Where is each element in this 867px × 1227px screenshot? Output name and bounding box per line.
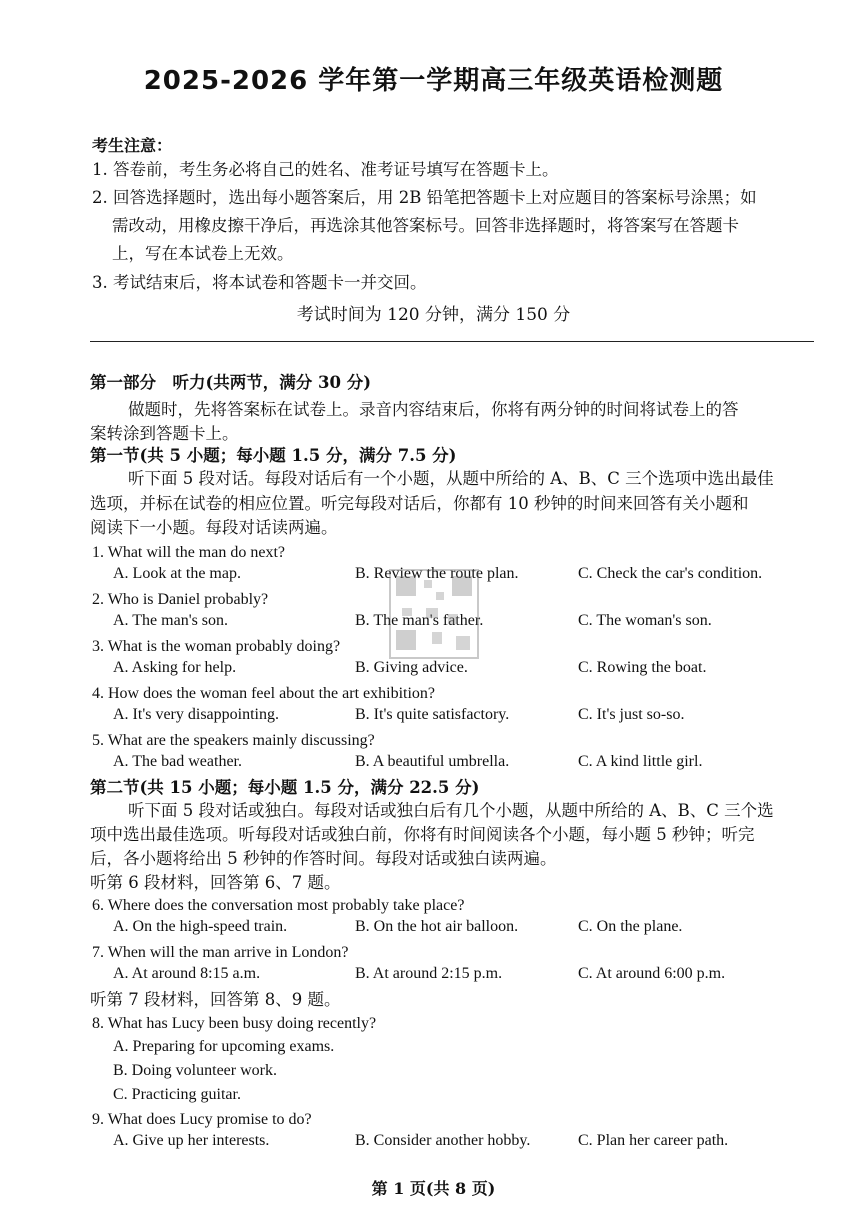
option-c: C. It's just so-so. (578, 706, 685, 723)
option-c: C. Rowing the boat. (578, 659, 707, 676)
option-b: B. Giving advice. (355, 659, 468, 676)
option-a: A. Preparing for upcoming exams. (113, 1038, 335, 1055)
option-c: C. At around 6:00 p.m. (578, 965, 726, 982)
divider (90, 341, 814, 342)
question-stem: 1. What will the man do next? (92, 544, 285, 561)
option-a: A. It's very disappointing. (113, 706, 279, 723)
notice-item-2: 2. 回答选择题时，选出每小题答案后，用 2B 铅笔把答题卡上对应题目的答案标号涂黑；如 (92, 188, 757, 207)
question-stem: 4. How does the woman feel about the art exhibition? (92, 685, 436, 702)
page-footer: 第 1 页(共 8 页) (371, 1179, 496, 1198)
section1-intro-cont2: 阅读下一小题。每段对话读两遍。 (90, 518, 338, 537)
exam-time: 考试时间为 120 分钟，满分 150 分 (296, 305, 571, 325)
option-b: B. At around 2:15 p.m. (355, 965, 503, 982)
notice-item-2-cont2: 上，写在本试卷上无效。 (112, 244, 294, 263)
question-stem: 6. Where does the conversation most probably take place? (92, 897, 465, 914)
part1-intro: 做题时，先将答案标在试卷上。录音内容结束后，你将有两分钟的时间将试卷上的答 (128, 400, 739, 419)
option-b: B. Consider another hobby. (355, 1132, 531, 1149)
question-stem: 8. What has Lucy been busy doing recently? (92, 1015, 377, 1032)
option-c: C. On the plane. (578, 918, 683, 935)
section1-intro: 听下面 5 段对话。每段对话后有一个小题，从题中所给的 A、B、C 三个选项中选出最佳 (128, 469, 774, 488)
notice-item-2-cont: 需改动，用橡皮擦干净后，再选涂其他答案标号。回答非选择题时，将答案写在答题卡 (112, 216, 739, 235)
section2-intro: 听下面 5 段对话或独白。每段对话或独白后有几个小题，从题中所给的 A、B、C 三个选 (128, 801, 774, 820)
option-a: A. At around 8:15 a.m. (113, 965, 261, 982)
option-a: A. The man's son. (113, 612, 229, 629)
option-b: B. Review the route plan. (355, 565, 519, 582)
option-b: B. It's quite satisfactory. (355, 706, 510, 723)
option-c: C. Plan her career path. (578, 1132, 729, 1149)
option-c: C. Practicing guitar. (113, 1086, 241, 1103)
option-a: A. Look at the map. (113, 565, 241, 582)
question-stem: 2. Who is Daniel probably? (92, 591, 269, 608)
section2-intro-cont: 项中选出最佳选项。听每段对话或独白前，你将有时间阅读各个小题，每小题 5 秒钟；听完 (90, 825, 755, 844)
notice-heading: 考生注意： (92, 136, 173, 155)
material-7-note: 听第 7 段材料，回答第 8、9 题。 (90, 990, 341, 1009)
option-c: C. The woman's son. (578, 612, 712, 629)
option-b: B. The man's father. (355, 612, 484, 629)
question-stem: 7. When will the man arrive in London? (92, 944, 349, 961)
section1-heading: 第一节(共 5 小题；每小题 1.5 分，满分 7.5 分) (90, 446, 457, 465)
option-c: C. Check the car's condition. (578, 565, 763, 582)
watermark-qr-icon (388, 568, 480, 668)
option-c: C. A kind little girl. (578, 753, 703, 770)
section1-intro-cont: 选项，并标在试卷的相应位置。听完每段对话后，你都有 10 秒钟的时间来回答有关小题和 (90, 494, 749, 513)
question-stem: 5. What are the speakers mainly discussing? (92, 732, 375, 749)
part1-heading: 第一部分 听力(共两节，满分 30 分) (90, 373, 372, 392)
option-a: A. The bad weather. (113, 753, 242, 770)
option-b: B. On the hot air balloon. (355, 918, 519, 935)
option-b: B. A beautiful umbrella. (355, 753, 510, 770)
notice-item-3: 3. 考试结束后，将本试卷和答题卡一并交回。 (92, 273, 427, 292)
option-a: A. Give up her interests. (113, 1132, 270, 1149)
option-b: B. Doing volunteer work. (113, 1062, 277, 1079)
section2-intro-cont2: 后，各小题将给出 5 秒钟的作答时间。每段对话或独白读两遍。 (90, 849, 557, 868)
question-stem: 3. What is the woman probably doing? (92, 638, 341, 655)
page-title: 2025-2026 学年第一学期高三年级英语检测题 (143, 66, 724, 96)
question-stem: 9. What does Lucy promise to do? (92, 1111, 312, 1128)
material-6-note: 听第 6 段材料，回答第 6、7 题。 (90, 873, 341, 892)
option-a: A. Asking for help. (113, 659, 237, 676)
section2-heading: 第二节(共 15 小题；每小题 1.5 分，满分 22.5 分) (90, 778, 480, 797)
notice-item-1: 1. 答卷前，考生务必将自己的姓名、准考证号填写在答题卡上。 (92, 160, 559, 179)
part1-intro-cont: 案转涂到答题卡上。 (90, 424, 239, 443)
option-a: A. On the high-speed train. (113, 918, 288, 935)
